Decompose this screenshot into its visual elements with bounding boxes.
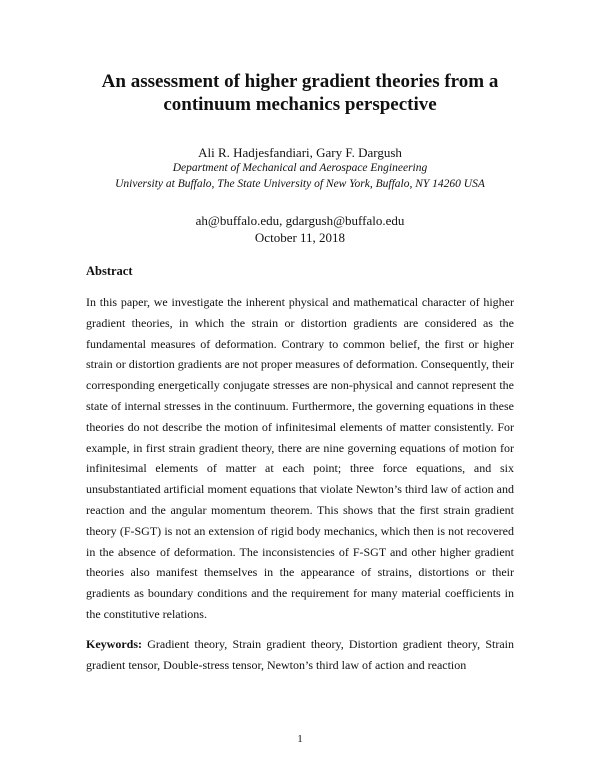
author-names: Ali R. Hadjesfandiari, Gary F. Dargush	[198, 145, 402, 160]
keywords-label: Keywords:	[86, 637, 142, 651]
abstract-heading: Abstract	[86, 264, 133, 278]
abstract-line: theories do not describe the motion of infinitesimal elements of matter consistently. For	[86, 419, 514, 434]
abstract-line: state of internal stresses in the continuum. Furthermore, the governing equations in these	[86, 398, 514, 413]
page-number: 1	[297, 733, 303, 745]
paper-title	[80, 70, 520, 116]
affiliation-university: University at Buffalo, The State University of New York, Buffalo, NY 14260 USA	[115, 178, 485, 190]
abstract-line: theories also manifest themselves in the appearance of strains, distortions or their	[86, 565, 514, 580]
abstract-line: infinitesimal elements of matter at each point; three force equations, and six	[86, 461, 514, 476]
abstract-line: In this paper, we investigate the inherent physical and mathematical character of higher	[86, 295, 514, 309]
affiliation-department: Department of Mechanical and Aerospace Engineering	[172, 162, 428, 174]
abstract-line: fundamental measures of deformation. Contrary to common belief, the first or higher	[86, 336, 514, 351]
abstract-line: the constitutive relations.	[86, 606, 207, 621]
keywords-line	[86, 634, 514, 655]
title-line: continuum mechanics perspective	[163, 94, 437, 115]
abstract-line: in the absence of deformation. The inconsistencies of F-SGT and other higher gradient	[86, 544, 514, 559]
abstract-body	[86, 292, 514, 625]
abstract-line: strain or distortion gradients are not proper measures of deformation. Consequently, their	[86, 357, 514, 372]
abstract-line: gradients as boundary conditions and the requirement for many material coefficients in	[86, 586, 514, 601]
abstract-line: theory (F-SGT) is not an extension of rigid body mechanics, which then is not recovered	[86, 523, 514, 538]
abstract-line: unsubstantiated artificial moment equations that violate Newton’s third law of action and	[86, 482, 514, 497]
title-line: An assessment of higher gradient theories from a	[101, 71, 499, 92]
abstract-line: corresponding energetically conjugate stresses are non-physical and cannot represent the	[86, 378, 514, 393]
keywords-line: gradient tensor, Double-stress tensor, Newton’s third law of action and reaction	[86, 657, 467, 672]
abstract-line: reaction and the angular momentum theorem. This shows that the first strain gradient	[86, 502, 514, 517]
author-emails: ah@buffalo.edu, gdargush@buffalo.edu	[195, 213, 405, 228]
keywords-text: Gradient theory, Strain gradient theory, Distortion gradient theory, Strain	[147, 637, 515, 651]
abstract-line: gradient theories, in which the strain or distortion gradients are considered as the	[86, 315, 514, 330]
paper-date: October 11, 2018	[254, 230, 346, 245]
abstract-line: example, in first strain gradient theory, there are nine governing equations of motion for	[86, 440, 514, 455]
keywords-section	[86, 634, 514, 676]
